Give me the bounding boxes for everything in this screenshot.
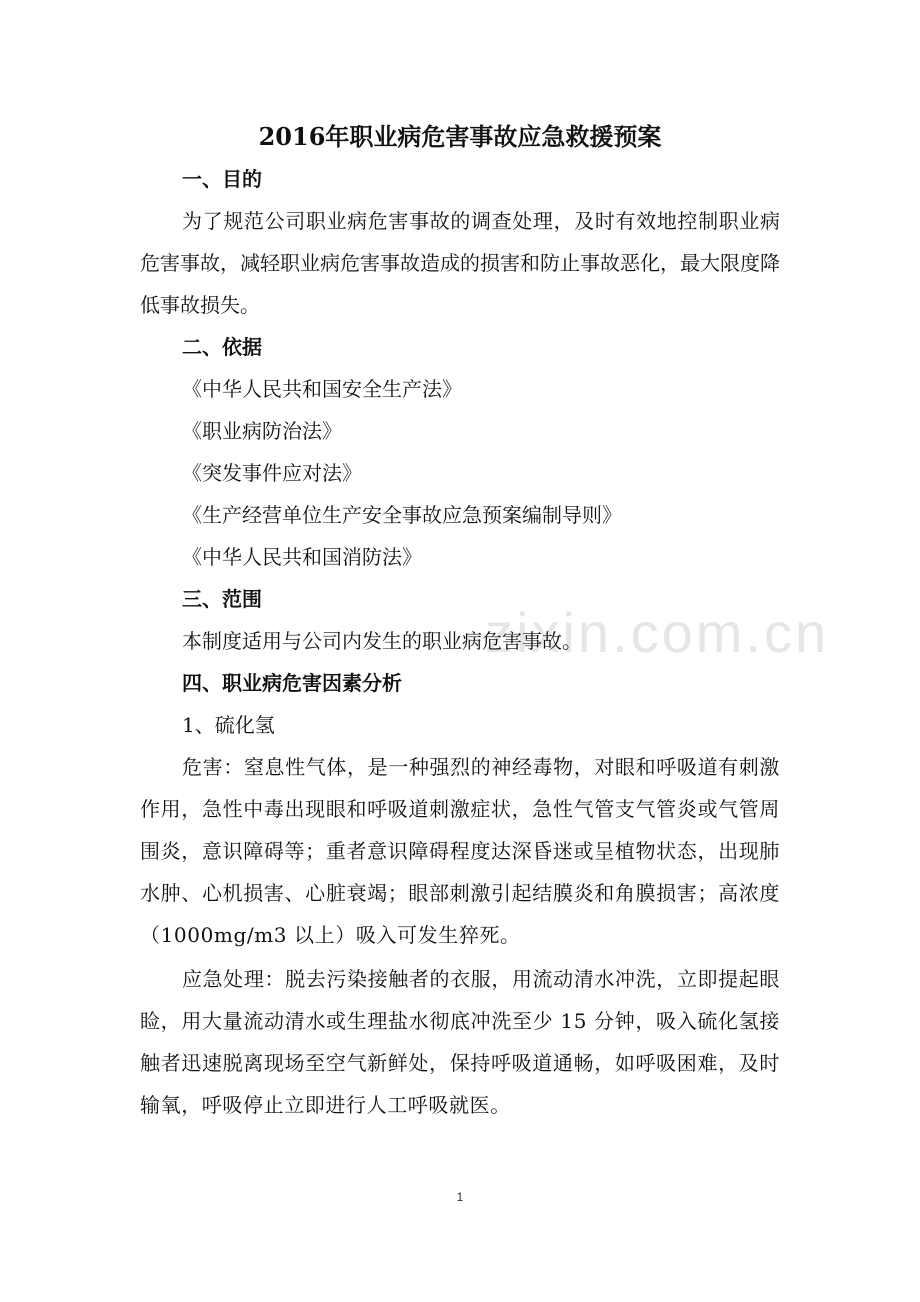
basis-item: 《生产经营单位生产安全事故应急预案编制导则》 [182,503,622,527]
subsection-hydrogen-sulfide: 1、硫化氢 [182,713,275,737]
basis-item: 《中华人民共和国安全生产法》 [182,377,462,401]
document-body [140,116,780,1126]
section-heading-scope: 三、范围 [182,587,262,611]
basis-item: 《突发事件应对法》 [182,461,362,485]
hazard-paragraph: 危害：窒息性气体，是一种强烈的神经毒物，对眼和呼吸道有刺激作用，急性中毒出现眼和呼吸道刺激症状，急性气管支气管炎或气管周围炎，意识障碍等；重者意识障碍程度达深昏迷或呈植物状态，出现肺水肿、心机损害、心脏衰竭；眼部刺激引起结膜炎和角膜损害；高浓度（1000mg/m3 以上）吸入可发生猝死。 [140,755,780,947]
section-heading-basis: 二、依据 [182,335,262,359]
basis-item: 《中华人民共和国消防法》 [182,545,422,569]
scope-text: 本制度适用与公司内发生的职业病危害事故。 [182,629,582,653]
watermark: zixin.com.cn [485,601,830,664]
purpose-paragraph: 为了规范公司职业病危害事故的调查处理，及时有效地控制职业病危害事故，减轻职业病危害事故造成的损害和防止事故恶化，最大限度降低事故损失。 [140,209,780,317]
section-heading-purpose: 一、目的 [182,167,262,191]
document-title: 2016年职业病危害事故应急救援预案 [258,122,662,151]
emergency-paragraph: 应急处理：脱去污染接触者的衣服，用流动清水冲洗，立即提起眼睑，用大量流动清水或生理盐水彻底冲洗至少 15 分钟，吸入硫化氢接触者迅速脱离现场至空气新鲜处，保持呼吸道通畅，如呼吸困难，及时输氧，呼吸停止立即进行人工呼吸就医。 [140,967,780,1117]
page-number: 1 [456,1190,464,1204]
basis-item: 《职业病防治法》 [182,419,342,443]
section-heading-hazard-analysis: 四、职业病危害因素分析 [182,671,402,695]
